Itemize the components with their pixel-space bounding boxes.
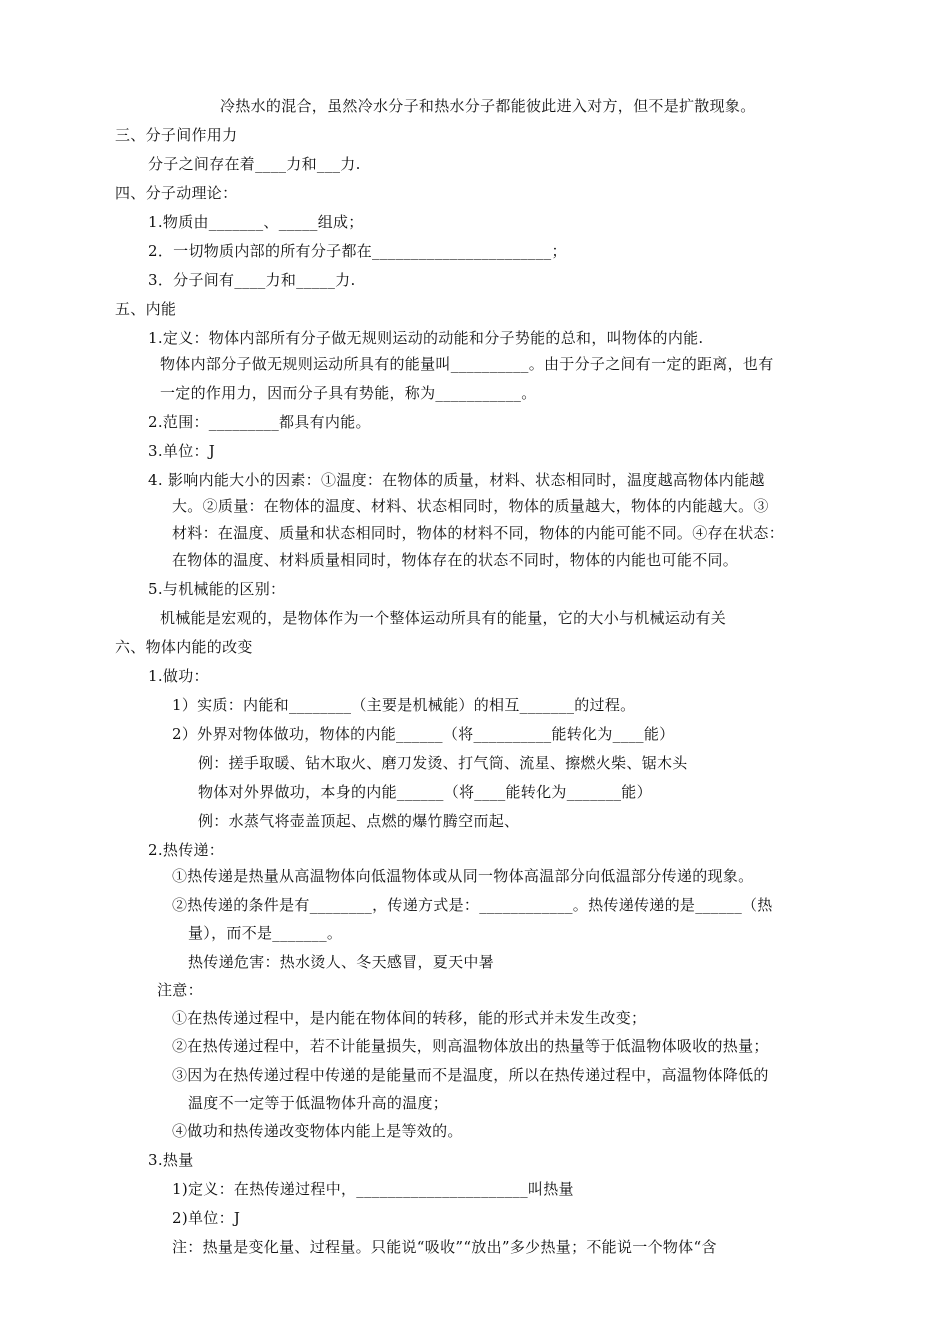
text-line: 2．一切物质内部的所有分子都在_______________________；: [148, 242, 567, 260]
text-line: ③因为在热传递过程中传递的是能量而不是温度，所以在热传递过程中，高温物体降低的: [172, 1066, 769, 1084]
text-line: 1.定义：物体内部所有分子做无规则运动的动能和分子势能的总和，叫物体的内能.: [148, 329, 704, 347]
text-line: 4. 影响内能大小的因素：①温度：在物体的质量，材料、状态相同时，温度越高物体内能越: [148, 471, 765, 489]
text-line: 例：搓手取暖、钻木取火、磨刀发烫、打气筒、流星、擦燃火柴、锯木头: [198, 754, 688, 772]
text-line: 物体对外界做功，本身的内能______（将____能转化为_______能）: [198, 783, 652, 801]
text-line: 一定的作用力，因而分子具有势能，称为___________。: [160, 384, 537, 402]
text-line: 2）外界对物体做功，物体的内能______（将__________能转化为____能）: [172, 725, 675, 743]
text-line: 2.热传递：: [148, 841, 225, 859]
text-line: 1.物质由_______、_____组成；: [148, 213, 364, 231]
text-line: 六、物体内能的改变: [115, 638, 253, 656]
text-line: 五、内能: [115, 300, 177, 318]
text-line: 1）实质：内能和________（主要是机械能）的相互_______的过程。: [172, 696, 636, 714]
text-line: 温度不一定等于低温物体升高的温度；: [188, 1094, 449, 1112]
text-line: 四、分子动理论：: [115, 184, 238, 202]
text-line: 冷热水的混合，虽然冷水分子和热水分子都能彼此进入对方，但不是扩散现象。: [220, 97, 756, 115]
text-line: 1.做功：: [148, 667, 209, 685]
text-line: 5.与机械能的区别：: [148, 580, 286, 598]
text-line: 注意：: [157, 981, 203, 999]
text-line: ②热传递的条件是有________，传递方式是：____________。热传递传递的是______（热: [172, 896, 773, 914]
text-line: 例：水蒸气将壶盖顶起、点燃的爆竹腾空而起、: [198, 812, 520, 830]
text-line: 大。②质量：在物体的温度、材料、状态相同时，物体的质量越大，物体的内能越大。③: [172, 497, 769, 515]
text-line: ②在热传递过程中，若不计能量损失，则高温物体放出的热量等于低温物体吸收的热量；: [172, 1037, 769, 1055]
text-line: ④做功和热传递改变物体内能上是等效的。: [172, 1122, 463, 1140]
text-line: 机械能是宏观的，是物体作为一个整体运动所具有的能量，它的大小与机械运动有关: [160, 609, 727, 627]
text-line: 分子之间存在着____力和___力.: [148, 155, 361, 173]
text-line: 三、分子间作用力: [115, 126, 238, 144]
text-line: 热传递危害：热水烫人、冬天感冒，夏天中暑: [188, 953, 495, 971]
text-line: 2.范围：_________都具有内能。: [148, 413, 371, 431]
text-line: 3.热量: [148, 1151, 194, 1169]
text-line: 在物体的温度、材料质量相同时，物体存在的状态不同时，物体的内能也可能不同。: [172, 551, 739, 569]
text-line: 2)单位：J: [172, 1209, 241, 1227]
text-line: 量），而不是_______。: [188, 924, 343, 942]
text-line: 物体内部分子做无规则运动所具有的能量叫__________。由于分子之间有一定的距离，也有: [160, 355, 774, 373]
text-line: 3．分子间有____力和_____力.: [148, 271, 356, 289]
text-line: 注：热量是变化量、过程量。只能说“吸收”“放出”多少热量；不能说一个物体“含: [172, 1238, 717, 1256]
text-line: ①热传递是热量从高温物体向低温物体或从同一物体高温部分向低温部分传递的现象。: [172, 867, 754, 885]
text-line: 材料：在温度、质量和状态相同时，物体的材料不同，物体的内能可能不同。④存在状态：: [172, 524, 785, 542]
text-line: 3.单位：J: [148, 442, 216, 460]
text-line: ①在热传递过程中，是内能在物体间的转移，能的形式并未发生改变；: [172, 1009, 647, 1027]
text-line: 1)定义：在热传递过程中，______________________叫热量: [172, 1180, 574, 1198]
